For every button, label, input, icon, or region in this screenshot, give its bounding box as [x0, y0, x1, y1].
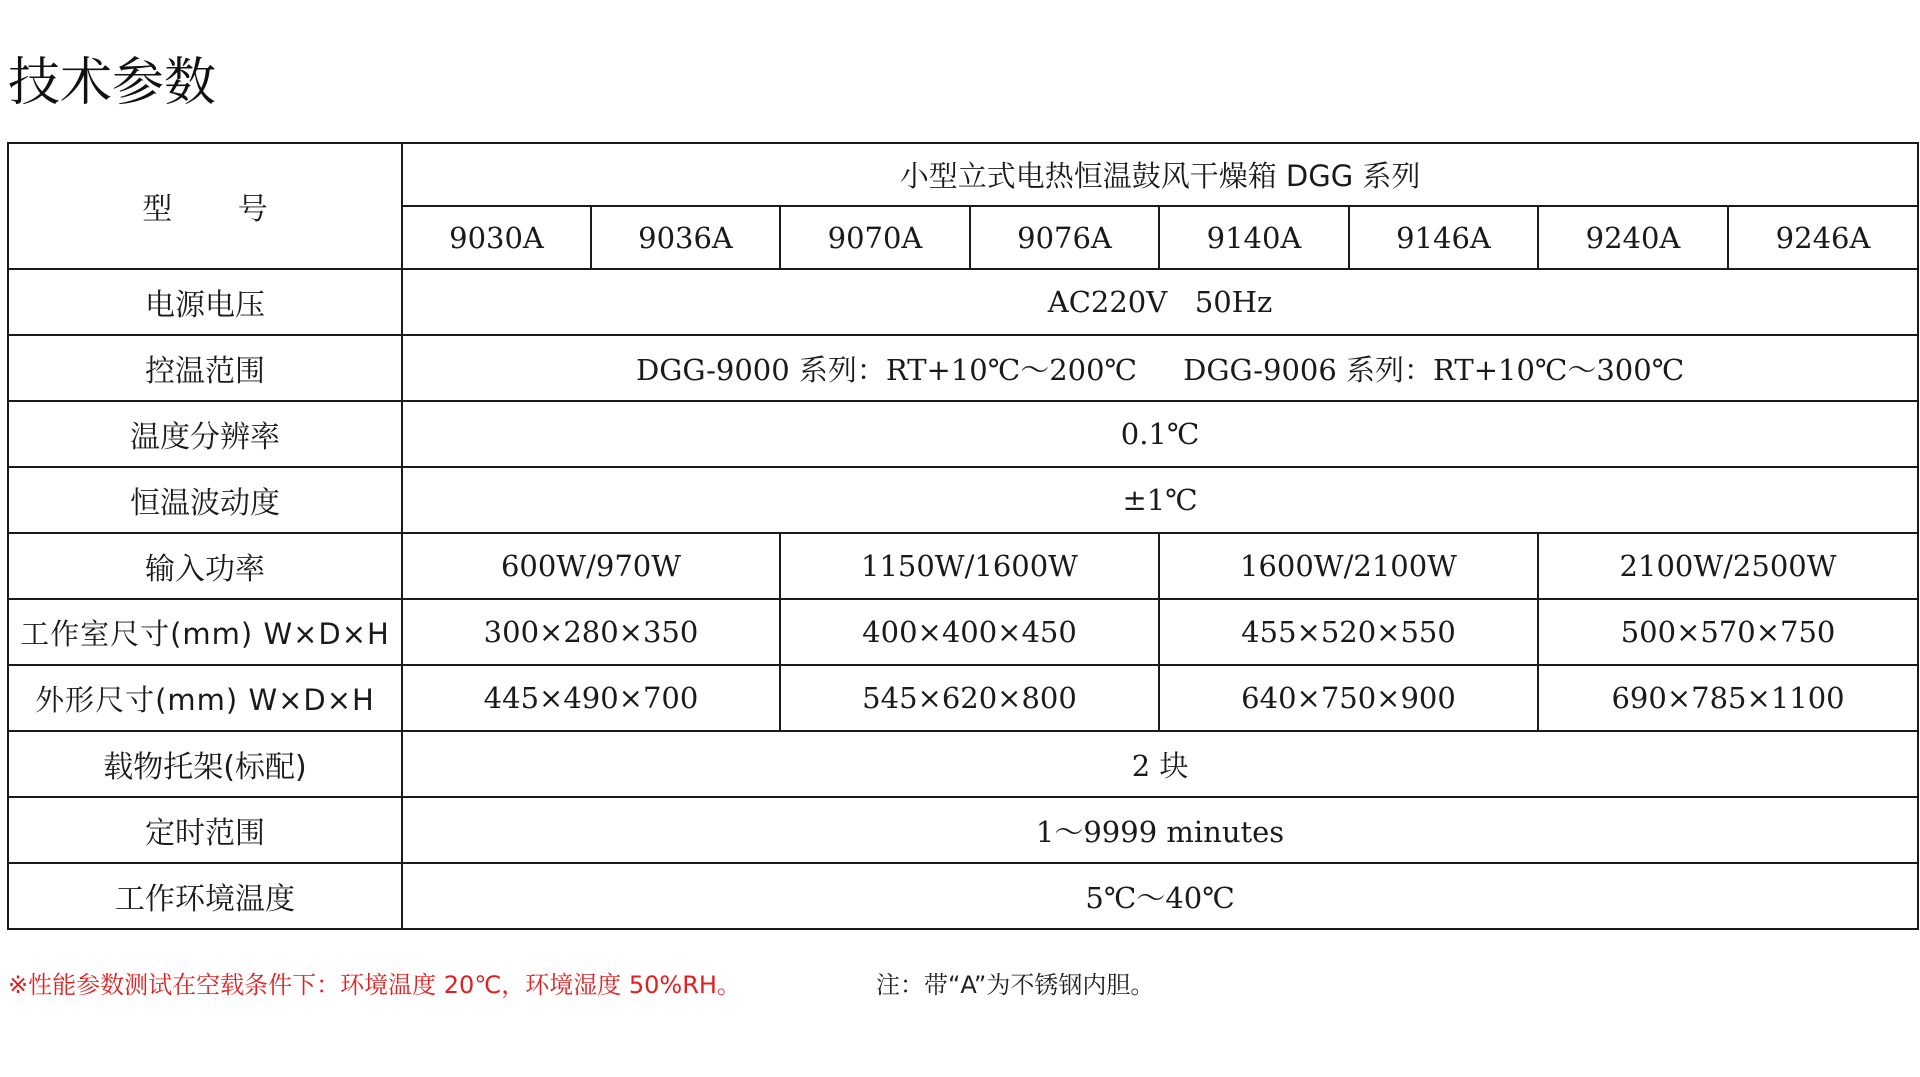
table-row: [8, 335, 1918, 401]
spec-table: [7, 142, 1919, 930]
row-label-resolution: 温度分辨率: [8, 401, 402, 467]
row-label-shelves: 载物托架(标配): [8, 731, 402, 797]
row-label-power: 输入功率: [8, 533, 402, 599]
temp-range-value: DGG-9000 系列：RT+10℃～200℃ DGG-9006 系列：RT+10℃～300℃: [402, 335, 1918, 401]
row-label-voltage: 电源电压: [8, 269, 402, 335]
row-label-timer: 定时范围: [8, 797, 402, 863]
row-label-fluctuation: 恒温波动度: [8, 467, 402, 533]
table-row: [8, 467, 1918, 533]
model-cell: 9240A: [1538, 206, 1728, 269]
power-value: 1150W/1600W: [780, 533, 1159, 599]
model-cell: 9246A: [1728, 206, 1918, 269]
model-cell: 9030A: [402, 206, 591, 269]
outer-size-value: 640×750×900: [1159, 665, 1538, 731]
outer-size-value: 690×785×1100: [1538, 665, 1918, 731]
row-label-ambient: 工作环境温度: [8, 863, 402, 929]
model-cell: 9076A: [970, 206, 1159, 269]
table-row: [8, 797, 1918, 863]
model-cell: 9036A: [591, 206, 780, 269]
outer-size-value: 445×490×700: [402, 665, 780, 731]
table-row: [8, 599, 1918, 665]
shelves-value: 2 块: [402, 731, 1918, 797]
model-cell: 9146A: [1349, 206, 1538, 269]
table-row: [8, 665, 1918, 731]
model-cell: 9070A: [780, 206, 970, 269]
fluctuation-value: ±1℃: [402, 467, 1918, 533]
model-label: 型 号: [142, 192, 296, 227]
chamber-size-value: 500×570×750: [1538, 599, 1918, 665]
power-value: 2100W/2500W: [1538, 533, 1918, 599]
table-row: [8, 401, 1918, 467]
voltage-value: AC220V 50Hz: [402, 269, 1918, 335]
chamber-size-value: 300×280×350: [402, 599, 780, 665]
model-cell: 9140A: [1159, 206, 1349, 269]
power-value: 600W/970W: [402, 533, 780, 599]
outer-size-value: 545×620×800: [780, 665, 1159, 731]
test-conditions-note: ※性能参数测试在空载条件下：环境温度 20℃，环境湿度 50%RH。: [8, 971, 741, 999]
row-label-outer-size: 外形尺寸(mm) W×D×H: [8, 665, 402, 731]
table-row: [8, 731, 1918, 797]
chamber-size-value: 455×520×550: [1159, 599, 1538, 665]
table-row: [8, 533, 1918, 599]
page-title: 技术参数: [8, 53, 217, 113]
table-row: [8, 269, 1918, 335]
model-label-cell: [8, 143, 402, 269]
row-label-temp-range: 控温范围: [8, 335, 402, 401]
stainless-note: 注：带“A”为不锈钢内胆。: [876, 971, 1155, 999]
series-name: 小型立式电热恒温鼓风干燥箱 DGG 系列: [402, 143, 1918, 206]
row-label-chamber-size: 工作室尺寸(mm) W×D×H: [8, 599, 402, 665]
timer-value: 1～9999 minutes: [402, 797, 1918, 863]
resolution-value: 0.1℃: [402, 401, 1918, 467]
power-value: 1600W/2100W: [1159, 533, 1538, 599]
table-row: [8, 863, 1918, 929]
ambient-value: 5℃～40℃: [402, 863, 1918, 929]
chamber-size-value: 400×400×450: [780, 599, 1159, 665]
